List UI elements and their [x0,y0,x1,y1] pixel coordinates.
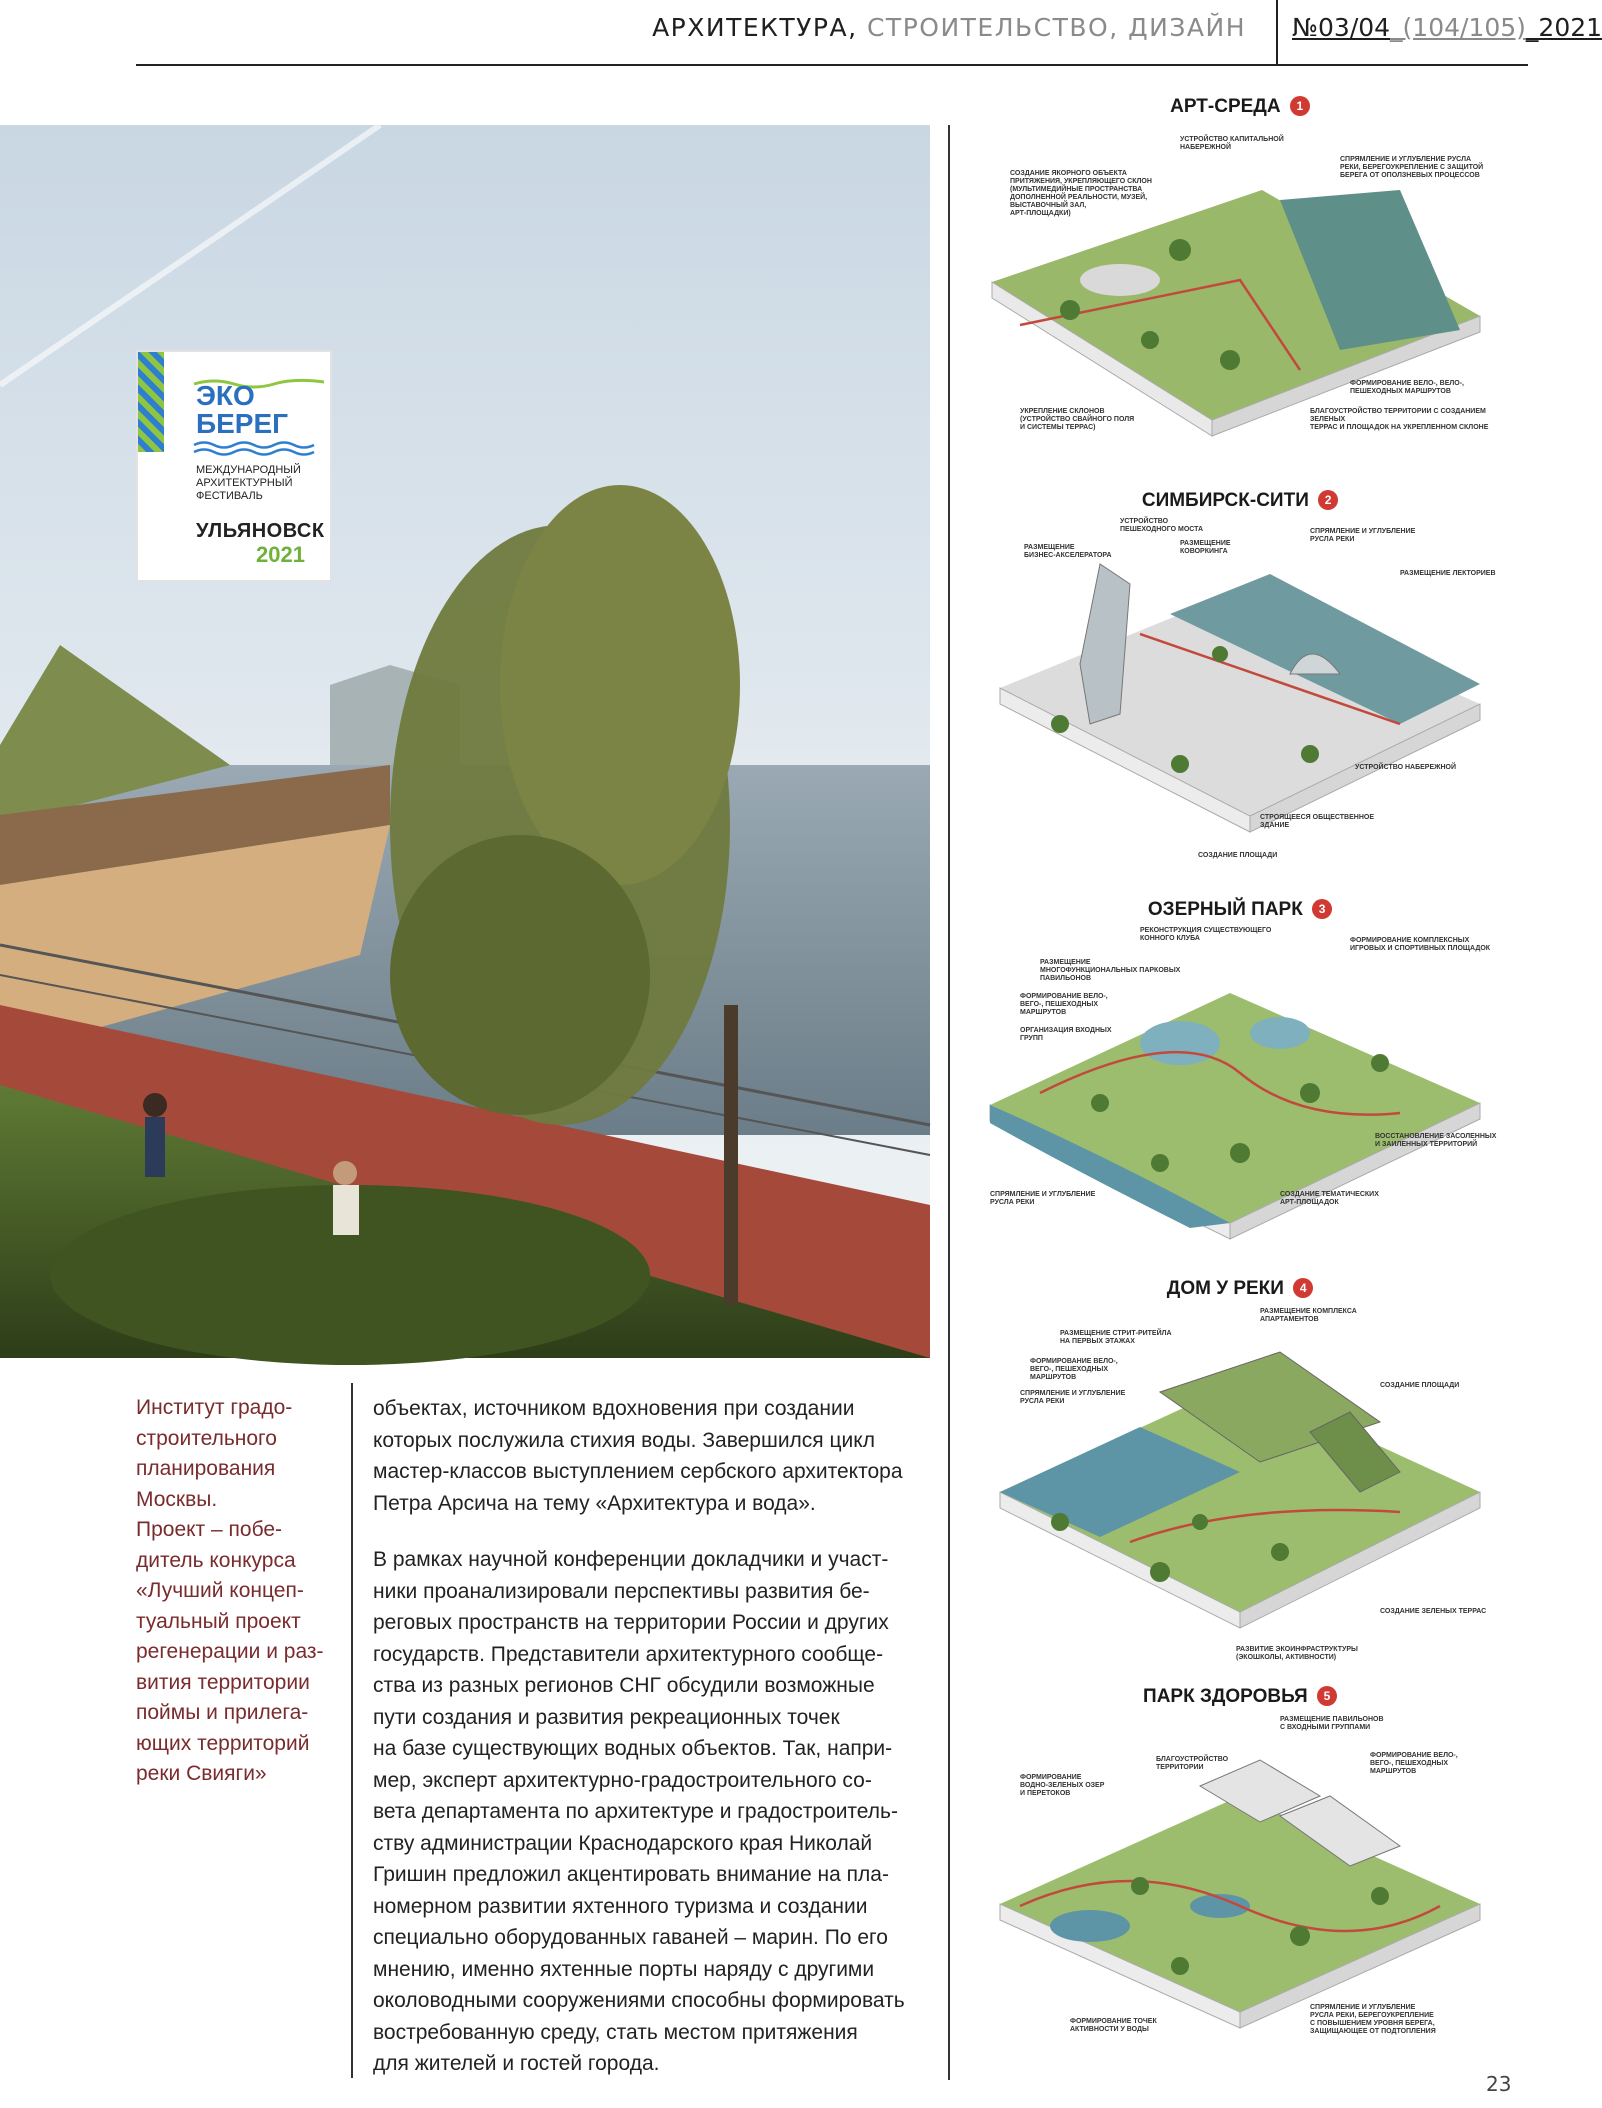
article-body [373,1393,933,2105]
diagram-simbirsk-city [980,484,1500,864]
diagram-number-badge: 4 [1293,1278,1313,1298]
diagram-column-divider [948,125,950,2080]
diagram-annotation: БЛАГОУСТРОЙСТВО ТЕРРИТОРИИ С СОЗДАНИЕМ ЗЕЛЕНЫХ ТЕРРАС И ПЛОЩАДОК НА УКРЕПЛЕННОМ СКЛОНЕ [1310,408,1489,431]
logo-word-bereg: БЕРЕГ [196,408,289,439]
issue-number: №03/04_(104/105)_2021 [1292,13,1602,42]
diagram-annotation: РАЗМЕЩЕНИЕ ПАВИЛЬОНОВ С ВХОДНЫМИ ГРУППАМИ [1280,1716,1384,1731]
body-paragraph: В рамках научной конференции докладчики и участ- ники проанализировали перспективы развития бе- реговых пространств на территории России и других государств. Представители архитектурного сообще- ства из разных регионов СНГ обсудили возможные пути создания и развития рекреационных точек на базе существующих водных объектов. Так, напри- мер, эксперт архитектурно-градостроительного со- вета департамента по архитектуре и градостроитель- ству администрации Краснодарского края Николай Гришин предложил акцентировать внимание на пла- номерном развитии яхтенного туризма и создании специально оборудованных гаваней – марин. По его мнению, именно яхтенные порты наряду с другими околоводными сооружениями способны формировать востребованную среду, стать местом притяжения для жителей и гостей города. [373,1548,905,2075]
diagram-title: ОЗЕРНЫЙ ПАРК 3 [980,899,1500,921]
diagram-number-badge: 2 [1318,490,1338,510]
diagram-title: ДОМ У РЕКИ 4 [980,1278,1500,1300]
diagram-annotation: БЛАГОУСТРОЙСТВО ТЕРРИТОРИИ [1156,1756,1229,1771]
diagram-annotation: СОЗДАНИЕ ТЕМАТИЧЕСКИХ АРТ-ПЛОЩАДОК [1280,1191,1379,1206]
diagram-annotation: СПРЯМЛЕНИЕ И УГЛУБЛЕНИЕ РУСЛА РЕКИ [1310,528,1416,543]
logo-year: 2021 [256,542,305,567]
diagram-annotation: СПРЯМЛЕНИЕ И УГЛУБЛЕНИЕ РУСЛА РЕКИ [990,1191,1096,1206]
diagram-annotation: УСТРОЙСТВО ПЕШЕХОДНОГО МОСТА [1120,518,1204,533]
diagram-annotation: СТРОЯЩЕЕСЯ ОБЩЕСТВЕННОЕ ЗДАНИЕ [1260,814,1375,829]
diagram-park-zdorovya [980,1676,1500,2056]
diagram-ozerny-park [980,893,1500,1253]
diagram-title: ПАРК ЗДОРОВЬЯ 5 [980,1686,1500,1708]
diagram-annotation: РАЗМЕЩЕНИЕ КОВОРКИНГА [1180,540,1231,555]
diagram-annotation: ФОРМИРОВАНИЕ ВЕЛО-, ВЕГО-, ПЕШЕХОДНЫХ МАРШРУТОВ [1020,993,1108,1016]
diagram-number-badge: 1 [1290,96,1310,116]
diagram-art-sreda [980,90,1500,430]
diagram-annotation: РАЗМЕЩЕНИЕ СТРИТ-РИТЕЙЛА НА ПЕРВЫХ ЭТАЖАХ [1060,1330,1172,1345]
logo-subtitle: МЕЖДУНАРОДНЫЙ АРХИТЕКТУРНЫЙ ФЕСТИВАЛЬ [196,464,301,502]
diagram-annotation: СОЗДАНИЕ ЗЕЛЕНЫХ ТЕРРАС [1380,1608,1487,1615]
logo-stripe-graphic [138,352,164,452]
rendering-photo [0,125,930,1358]
page-number: 23 [1486,2072,1512,2096]
embankment-illustration [0,125,930,1358]
diagram-annotation: СОЗДАНИЕ ЯКОРНОГО ОБЪЕКТА ПРИТЯЖЕНИЯ, УКРЕПЛЯЮЩЕГО СКЛОН (МУЛЬТИМЕДИЙНЫЕ ПРОСТРАНСТВА ДОПОЛНЕННОЙ РЕАЛЬНОСТИ, МУЗЕЙ, ВЫСТАВОЧНЫЙ ЗАЛ, АРТ-ПЛОЩАДКИ) [1010,170,1152,217]
diagram-annotation: УКРЕПЛЕНИЕ СКЛОНОВ (УСТРОЙСТВО СВАЙНОГО ПОЛЯ И СИСТЕМЫ ТЕРРАС) [1020,408,1135,431]
diagram-annotation: ФОРМИРОВАНИЕ КОМПЛЕКСНЫХ ИГРОВЫХ И СПОРТИВНЫХ ПЛОЩАДОК [1350,937,1491,952]
diagram-annotation: СОЗДАНИЕ ПЛОЩАДИ [1198,852,1278,859]
diagram-annotation: ФОРМИРОВАНИЕ ВОДНО-ЗЕЛЕНЫХ ОЗЕР И ПЕРЕТОКОВ [1020,1774,1105,1797]
diagram-annotation: РАЗВИТИЕ ЭКОИНФРАСТРУКТУРЫ (ЭКОШКОЛЫ, АКТИВНОСТИ) [1236,1646,1358,1661]
diagram-title: СИМБИРСК-СИТИ 2 [980,490,1500,512]
diagram-number-badge: 3 [1312,899,1332,919]
logo-water-icon [194,440,324,456]
diagram-title: АРТ-СРЕДА 1 [980,96,1500,118]
diagram-annotation: ОРГАНИЗАЦИЯ ВХОДНЫХ ГРУПП [1020,1027,1112,1042]
diagram-annotation: УСТРОЙСТВО НАБЕРЕЖНОЙ [1355,764,1456,771]
diagram-annotation: РАЗМЕЩЕНИЕ МНОГОФУНКЦИОНАЛЬНЫХ ПАРКОВЫХ ПАВИЛЬОНОВ [1040,959,1181,982]
diagram-annotation: УСТРОЙСТВО КАПИТАЛЬНОЙ НАБЕРЕЖНОЙ [1180,136,1284,151]
page-header [0,0,1602,66]
diagram-annotation: ВОССТАНОВЛЕНИЕ ЗАСОЛЕННЫХ И ЗАИЛЕННЫХ ТЕРРИТОРИЙ [1375,1133,1497,1148]
diagram-annotation: ФОРМИРОВАНИЕ ВЕЛО-, ВЕЛО-, ПЕШЕХОДНЫХ МАРШРУТОВ [1350,380,1464,395]
body-paragraph: объектах, источником вдохновения при создании которых послужила стихия воды. Завершился цикл мастер-классов выступлением сербского архитектора Петра Арсича на тему «Архитектура и вода». [373,1397,903,1515]
diagram-annotation: ФОРМИРОВАНИЕ ВЕЛО-, ВЕГО-, ПЕШЕХОДНЫХ МАРШРУТОВ [1030,1358,1118,1381]
column-divider [351,1383,353,2078]
header-divider [1276,0,1278,64]
diagram-annotation: СПРЯМЛЕНИЕ И УГЛУБЛЕНИЕ РУСЛА РЕКИ, БЕРЕГОУКРЕПЛЕНИЕ С ЗАЩИТОЙ БЕРЕГА ОТ ОПОЛЗНЕВЫХ ПРОЦЕССОВ [1340,156,1484,179]
diagram-annotation: СПРЯМЛЕНИЕ И УГЛУБЛЕНИЕ РУСЛА РЕКИ, БЕРЕГОУКРЕПЛЕНИЕ С ПОВЫШЕНИЕМ УРОВНЯ БЕРЕГА, ЗАЩИЩАЮЩЕЕ ОТ ПОДТОПЛЕНИЯ [1310,2004,1436,2035]
header-rule [136,64,1528,66]
logo-word-eco: ЭКО [196,380,255,411]
magazine-title: АРХИТЕКТУРА, СТРОИТЕЛЬСТВО, ДИЗАЙН [652,13,1246,42]
diagram-annotation: РАЗМЕЩЕНИЕ КОМПЛЕКСА АПАРТАМЕНТОВ [1260,1308,1357,1323]
photo-caption: Институт градо- строительного планирования Москвы. Проект – побе- дитель конкурса «Лучший концеп- туальный проект регенерации и раз- вития территории поймы и прилега- ющих территорий реки Свияги» [136,1396,324,1785]
diagram-annotation: РАЗМЕЩЕНИЕ БИЗНЕС-АКСЕЛЕРАТОРА [1024,544,1112,559]
diagram-annotation: СОЗДАНИЕ ПЛОЩАДИ [1380,1382,1460,1389]
diagram-annotation: СПРЯМЛЕНИЕ И УГЛУБЛЕНИЕ РУСЛА РЕКИ [1020,1390,1126,1405]
diagram-annotation: РЕКОНСТРУКЦИЯ СУЩЕСТВУЮЩЕГО КОННОГО КЛУБА [1140,927,1272,942]
ecobereg-logo [136,350,332,582]
logo-city: УЛЬЯНОВСК [196,520,325,542]
diagram-annotation: РАЗМЕЩЕНИЕ ЛЕКТОРИЕВ [1400,570,1496,577]
diagram-number-badge: 5 [1317,1686,1337,1706]
diagram-dom-u-reki [980,1272,1500,1672]
diagram-annotation: ФОРМИРОВАНИЕ ТОЧЕК АКТИВНОСТИ У ВОДЫ [1070,2018,1157,2033]
diagram-annotation: ФОРМИРОВАНИЕ ВЕЛО-, ВЕГО-, ПЕШЕХОДНЫХ МАРШРУТОВ [1370,1752,1458,1775]
